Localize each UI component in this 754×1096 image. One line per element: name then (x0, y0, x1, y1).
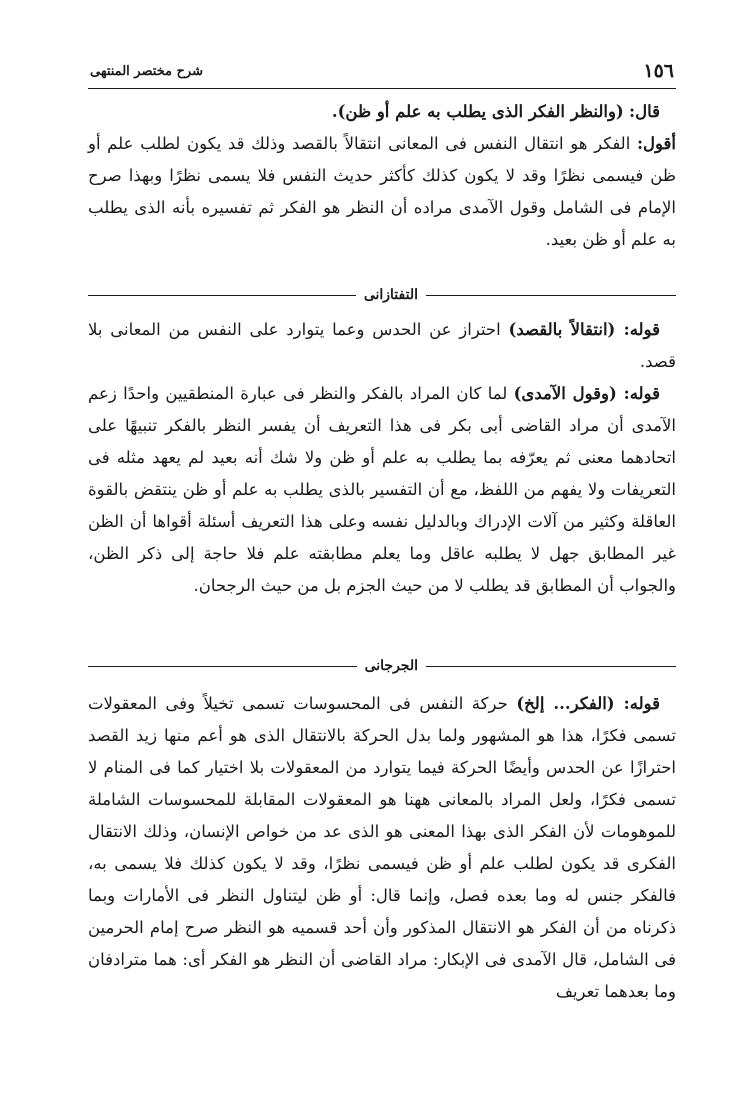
taftazani-p1-label: قوله: (انتقالاً بالقصد) (508, 320, 661, 339)
qal-label: قال: (629, 102, 660, 121)
taftazani-p1-text: احتراز عن الحدس وعما يتوارد على النفس من المعانى بلا قصد. (88, 320, 676, 371)
divider-taftazani (88, 283, 676, 307)
qal-text: (والنظر الفكر الذى يطلب به علم أو ظن). (331, 102, 624, 121)
divider-title-taftazani: التفتازانى (363, 287, 418, 303)
divider-rule-right (426, 295, 676, 296)
divider-rule-right (426, 666, 676, 667)
divider-jurjani (88, 654, 676, 678)
divider-rule-left (88, 295, 356, 296)
jurjani-p1-label: قوله: (الفكر... إلخ) (516, 694, 661, 713)
aqul-text: الفكر هو انتقال النفس فى المعانى انتقالاً بالقصد وذلك قد يكون لطلب علم أو ظن فيسمى نظرًا وقد لا يكون كذلك كأكثر حديث النفس فلا يسمى نظرًا وبهذا صرح الإمام فى الشامل وقول الآمدى مراده أن النظر هو الفكر ثم تفسيره بأنه الذى يطلب به علم أو ظن بعيد. (88, 134, 676, 249)
aqul-label: أقول: (636, 134, 677, 153)
qal-paragraph (88, 96, 676, 128)
taftazani-paragraph-2 (88, 378, 676, 602)
page-header (88, 56, 676, 89)
main-text-section (88, 96, 676, 256)
divider-rule-left (88, 666, 357, 667)
jurjani-p1-text: حركة النفس فى المحسوسات تسمى تخيلاً وفى المعقولات تسمى فكرًا، هذا هو المشهور ولما بدل الحركة بالانتقال الذى هو أعم منها زيد القصد احترازًا عن الحدس وأيضًا الحركة فيما يتوارد من المعقولات بلا اختيار كما فى المنام لا تسمى فكرًا، ولعل المراد بالمعانى ههنا هو المعقولات المقابلة للمحسوسات الشاملة للموهومات لأن الفكر الذى بهذا المعنى هو الذى عد من خواص الإنسان، وذلك الانتقال الفكرى قد يكون لطلب علم أو ظن فيسمى نظرًا، وقد لا يكون كذلك فلا يسمى به، فالفكر جنس له وما بعده فصل، وإنما قال: أو ظن ليتناول النظر فى الأمارات وبما ذكرناه من أن الفكر هو الانتقال المذكور وأن أحد قسميه هو النظر صرح إمام الحرمين فى الشامل، قال الآمدى فى الإبكار: مراد القاضى أن النظر هو الفكر أى: هما مترادفان وما بعدهما تعريف (88, 694, 676, 1001)
taftazani-p2-text: لما كان المراد بالفكر والنظر فى عبارة المنطقيين واحدًا زعم الآمدى أن مراد القاضى أبى بكر فى هذا التعريف أن يفسر النظر بالفكر تنبيهًا على اتحادهما معنى ثم يعرّفه بما يطلب به علم أو ظن ولا شك أنه بعيد لم يعهد مثله فى التعريفات ولا يفهم من اللفظ، مع أن التفسير بالذى يطلب به علم أو ظن ينتقض بالقوة العاقلة وكثير من آلات الإدراك وبالدليل نفسه وعلى هذا التعريف أسئلة أقواها أن الظن غير المطابق جهل لا يطلبه عاقل وما يعلم مطابقته علم فلا حاجة إلى ذكر الظن، والجواب أن المطابق قد يطلب لا من حيث الجزم بل من حيث الرجحان. (88, 384, 676, 595)
aqul-paragraph (88, 128, 676, 256)
taftazani-section (88, 314, 676, 602)
running-title: شرح مختصر المنتهى (90, 64, 203, 79)
book-page (88, 0, 676, 1096)
taftazani-paragraph-1 (88, 314, 676, 378)
jurjani-section (88, 688, 676, 1008)
page-number: ١٥٦ (643, 60, 674, 82)
divider-title-jurjani: الجرجانى (364, 658, 418, 674)
taftazani-p2-label: قوله: (وقول الآمدى) (513, 384, 660, 403)
jurjani-paragraph-1 (88, 688, 676, 1008)
